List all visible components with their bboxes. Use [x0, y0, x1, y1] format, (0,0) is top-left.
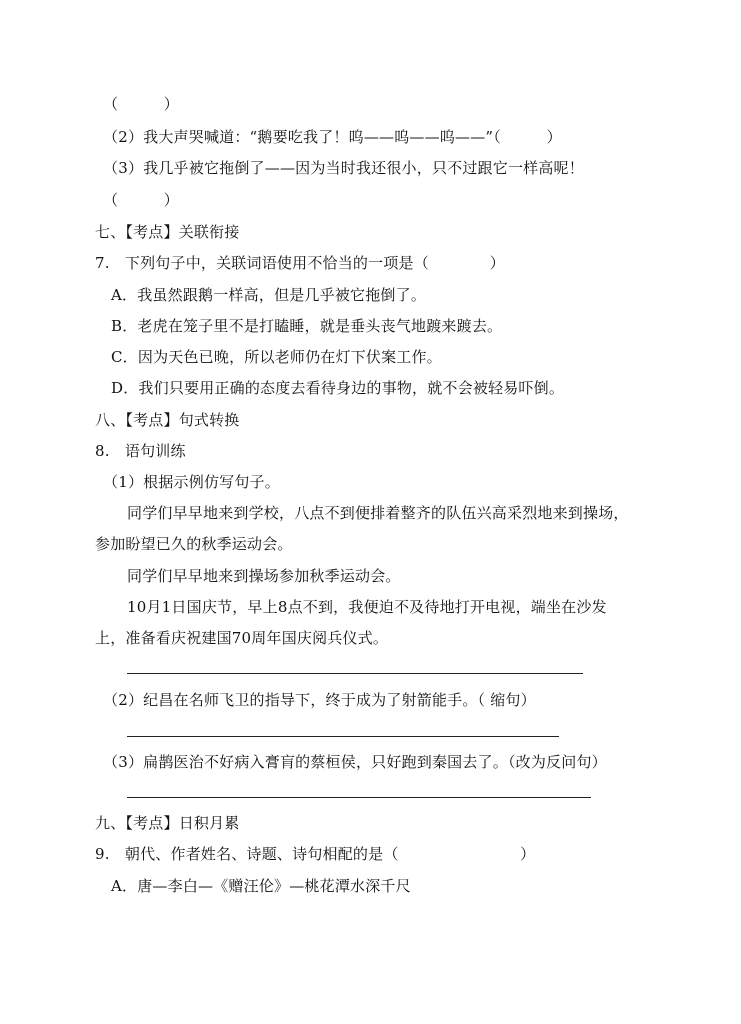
answer-line-3[interactable] [127, 797, 591, 798]
example-sentence-line-2: 参加盼望已久的秋季运动会。 [95, 535, 293, 553]
example-sentence-line-1: 同学们早早地来到学校，八点不到便排着整齐的队伍兴高采烈地来到操场， [127, 504, 629, 522]
question-7-option-a: A．我虽然跟鹅一样高，但是几乎被它拖倒了。 [111, 286, 427, 304]
question-9-option-a: A．唐—李白—《赠汪伦》—桃花潭水深千尺 [111, 877, 411, 895]
question-9-stem: 9. 朝代、作者姓名、诗题、诗句相配的是（ ） [95, 845, 536, 863]
question-8-stem: 8. 语句训练 [95, 442, 186, 460]
answer-line-2[interactable] [127, 736, 559, 737]
section-7-heading: 七、【考点】关联衔接 [95, 223, 240, 241]
question-6-item-3: （3）我几乎被它拖倒了——因为当时我还很小，只不过跟它一样高呢！ [103, 159, 584, 177]
question-6-item-2: （2）我大声哭喊道：“鹅要吃我了！呜——呜——呜——”（ ） [103, 128, 562, 146]
question-8-part-3: （3）扁鹊医治不好病入膏肓的蔡桓侯，只好跑到秦国去了。（改为反问句） [103, 753, 607, 771]
example-sentence-condensed: 同学们早早地来到操场参加秋季运动会。 [127, 567, 401, 585]
practice-sentence-line-2: 上，准备看庆祝建国70周年国庆阅兵仪式。 [95, 629, 389, 647]
question-7-option-d: D．我们只要用正确的态度去看待身边的事物，就不会被轻易吓倒。 [111, 379, 565, 397]
answer-blank-prev: （ ） [103, 95, 180, 113]
question-8-part-1: （1）根据示例仿写句子。 [103, 473, 280, 491]
question-7-option-c: C．因为天色已晚，所以老师仍在灯下伏案工作。 [111, 348, 442, 366]
practice-sentence-line-1: 10月1日国庆节，早上8点不到，我便迫不及待地打开电视，端坐在沙发 [127, 598, 607, 616]
section-9-heading: 九、【考点】日积月累 [95, 814, 240, 832]
question-7-stem: 7. 下列句子中，关联词语使用不恰当的一项是（ ） [95, 254, 505, 272]
answer-line-1[interactable] [127, 673, 583, 674]
answer-blank-item-3: （ ） [103, 191, 180, 209]
question-8-part-2: （2）纪昌在名师飞卫的指导下，终于成为了射箭能手。（ 缩句） [103, 691, 536, 709]
question-7-option-b: B．老虎在笼子里不是打瞌睡，就是垂头丧气地踱来踱去。 [111, 317, 503, 335]
section-8-heading: 八、【考点】句式转换 [95, 411, 240, 429]
